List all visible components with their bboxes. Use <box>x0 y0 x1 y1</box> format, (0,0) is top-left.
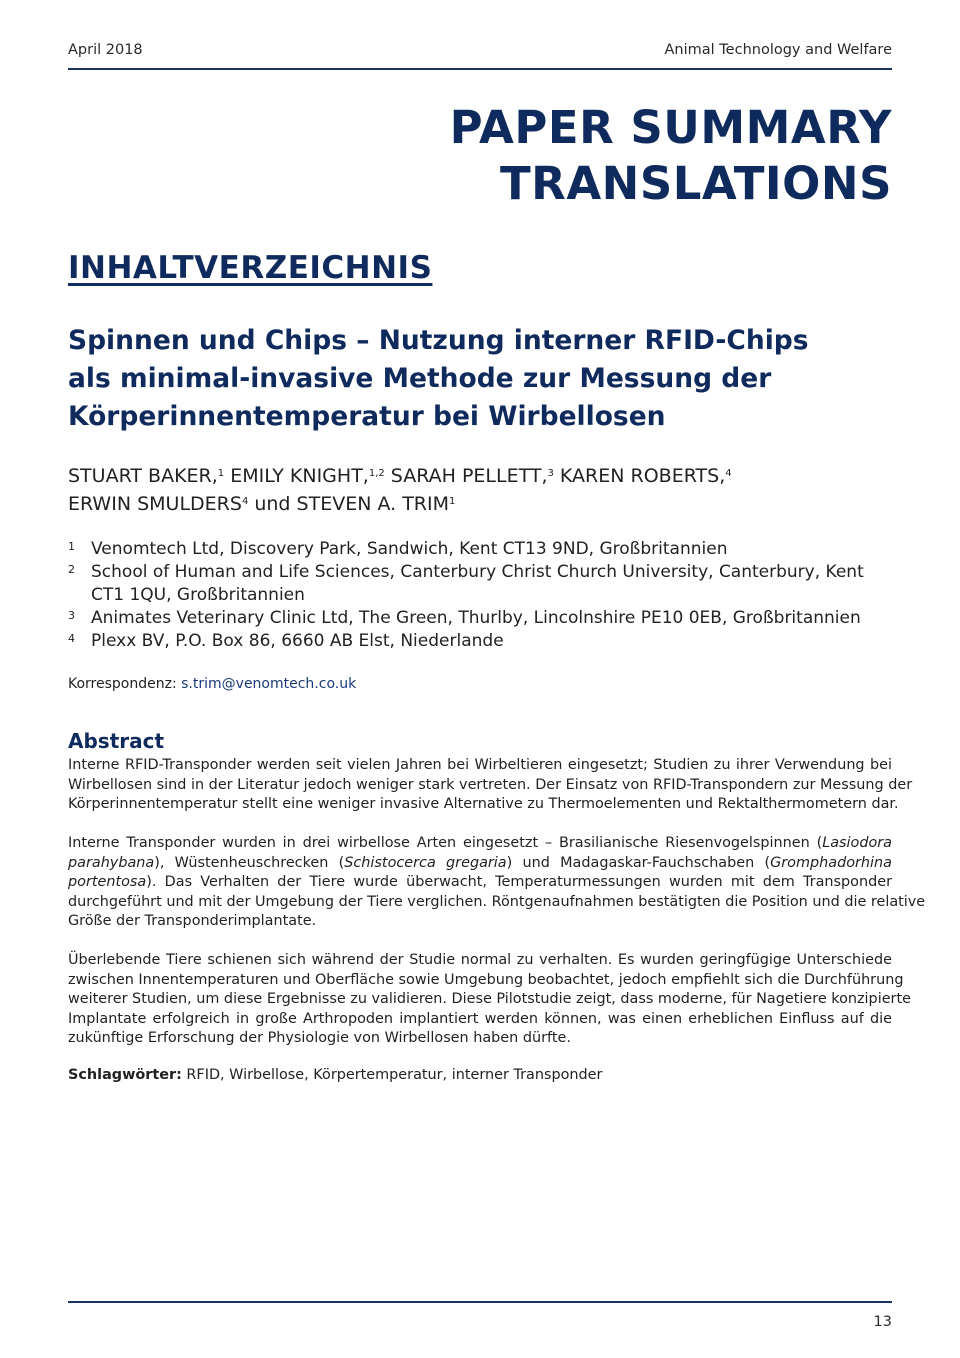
section-title-line: TRANSLATIONS <box>499 157 892 210</box>
keywords-label: Schlagwörter: <box>68 1067 182 1083</box>
keywords <box>68 1067 602 1083</box>
affiliation-text: Plexx BV, P.O. Box 86, 6660 AB Elst, Niederlande <box>91 631 504 651</box>
affiliation-number: 4 <box>68 632 75 645</box>
author-affil-ref: 4 <box>241 496 249 507</box>
correspondence-email-link[interactable]: s.trim@venomtech.co.uk <box>181 676 357 692</box>
affiliations <box>68 538 892 653</box>
text-line: zwischen Innentemperaturen und Oberfläche sowie Umgebung beobachtet, jedoch empfiehlt sich die Durchführung <box>68 971 904 988</box>
article-title <box>68 322 892 436</box>
footer-rule <box>68 1301 892 1303</box>
affiliation-item <box>68 561 892 607</box>
text-line: Überlebende Tiere schienen sich während der Studie normal zu verhalten. Es wurden geringfügige Unterschiede <box>68 952 892 968</box>
text-run: ) und Madagaskar-Fauchschaben ( <box>506 854 771 871</box>
species-name: portentosa <box>68 874 147 891</box>
species-name: Schistocerca gregaria <box>344 854 507 871</box>
affiliation-text: Animates Veterinary Clinic Ltd, The Green, Thurlby, Lincolnshire PE10 0EB, Großbritannien <box>91 608 861 628</box>
author-affil-ref: 3 <box>547 468 554 479</box>
keywords-text: RFID, Wirbellose, Körpertemperatur, interner Transponder <box>181 1067 603 1083</box>
affiliation-text: Venomtech Ltd, Discovery Park, Sandwich, Kent CT13 9ND, Großbritannien <box>91 539 728 559</box>
header-date: April 2018 <box>68 42 143 58</box>
text-line: durchgeführt und mit der Umgebung der Tiere verglichen. Röntgenaufnahmen bestätigten die Position und die relative <box>68 893 926 910</box>
author-name: STUART BAKER, <box>68 465 218 487</box>
affiliation-item <box>68 538 892 561</box>
author-line <box>68 462 732 490</box>
section-title-line: PAPER SUMMARY <box>449 101 892 154</box>
affiliation-item <box>68 630 892 653</box>
article-title-line: Spinnen und Chips – Nutzung interner RFID-Chips <box>68 325 809 356</box>
author-name: und STEVEN A. TRIM <box>248 493 450 515</box>
author-affil-ref: 1 <box>217 468 225 479</box>
header-journal: Animal Technology and Welfare <box>664 42 892 58</box>
abstract-heading: Abstract <box>68 729 165 753</box>
abstract-paragraph-2 <box>68 834 926 932</box>
text-line: weiterer Studien, um diese Ergebnisse zu validieren. Diese Pilotstudie zeigt, dass moderne, für Nagetiere konzipierte <box>68 991 911 1008</box>
section-title <box>450 100 892 212</box>
abstract-paragraph-3 <box>68 951 911 1049</box>
page-number: 13 <box>873 1314 892 1330</box>
text-line: Körperinnentemperatur stellt eine weniger invasive Alternative zu Thermoelementen und Rektalthermometern dar. <box>68 796 899 813</box>
abstract-paragraph-1 <box>68 756 913 815</box>
text-line: zukünftige Erforschung der Physiologie von Wirbellosen haben dürfte. <box>68 1030 571 1047</box>
affiliation-number: 2 <box>68 563 75 576</box>
text-line: Wirbellosen sind in der Literatur jedoch weniger stark vertreten. Der Einsatz von RFID-Transpondern zur Messung der <box>68 776 913 793</box>
page <box>68 0 926 1358</box>
author-affil-ref: 1,2 <box>368 468 385 479</box>
author-name: KAREN ROBERTS, <box>553 465 726 487</box>
text-line: Implantate erfolgreich in große Arthropoden implantiert werden können, was einen erheblichen Einfluss auf die <box>68 1010 892 1027</box>
affiliation-number: 3 <box>68 609 75 622</box>
text-line <box>68 854 892 874</box>
text-line: Interne RFID-Transponder werden seit vielen Jahren bei Wirbeltieren eingesetzt; Studien zu ihrer Verwendung bei <box>68 757 892 773</box>
author-name: SARAH PELLETT, <box>384 465 548 487</box>
species-name: Gromphadorhina <box>770 854 892 871</box>
author-affil-ref: 4 <box>725 468 732 479</box>
affiliation-item <box>68 607 892 630</box>
text-run: ). Das Verhalten der Tiere wurde überwacht, Temperaturmessungen wurden mit dem Transponder <box>146 874 892 891</box>
header-rule <box>68 68 892 70</box>
article-title-line: als minimal-invasive Methode zur Messung der <box>68 363 772 394</box>
text-line: Größe der Transponderimplantate. <box>68 913 317 930</box>
text-line <box>68 873 892 893</box>
affiliation-text: School of Human and Life Sciences, Canterbury Christ Church University, Canterbury, Kent <box>91 562 864 582</box>
author-name: ERWIN SMULDERS <box>68 493 242 515</box>
author-affil-ref: 1 <box>449 496 456 507</box>
species-name: Lasiodora <box>822 835 892 851</box>
species-name: parahybana <box>68 854 155 871</box>
toc-heading: INHALTVERZEICHNIS <box>68 250 433 286</box>
author-list <box>68 462 732 518</box>
text-line <box>68 834 892 854</box>
article-title-line: Körperinnentemperatur bei Wirbellosen <box>68 401 666 432</box>
text-run: ), Wüstenheuschrecken ( <box>154 854 345 871</box>
affiliation-number: 1 <box>68 540 75 553</box>
author-name: EMILY KNIGHT, <box>224 465 369 487</box>
text-run: Interne Transponder wurden in drei wirbellose Arten eingesetzt – Brasilianische Riesenvogelspinnen ( <box>68 835 823 851</box>
correspondence-label: Korrespondenz: <box>68 676 182 692</box>
affiliation-text: CT1 1QU, Großbritannien <box>91 585 305 605</box>
author-line <box>68 490 732 518</box>
correspondence <box>68 676 356 692</box>
